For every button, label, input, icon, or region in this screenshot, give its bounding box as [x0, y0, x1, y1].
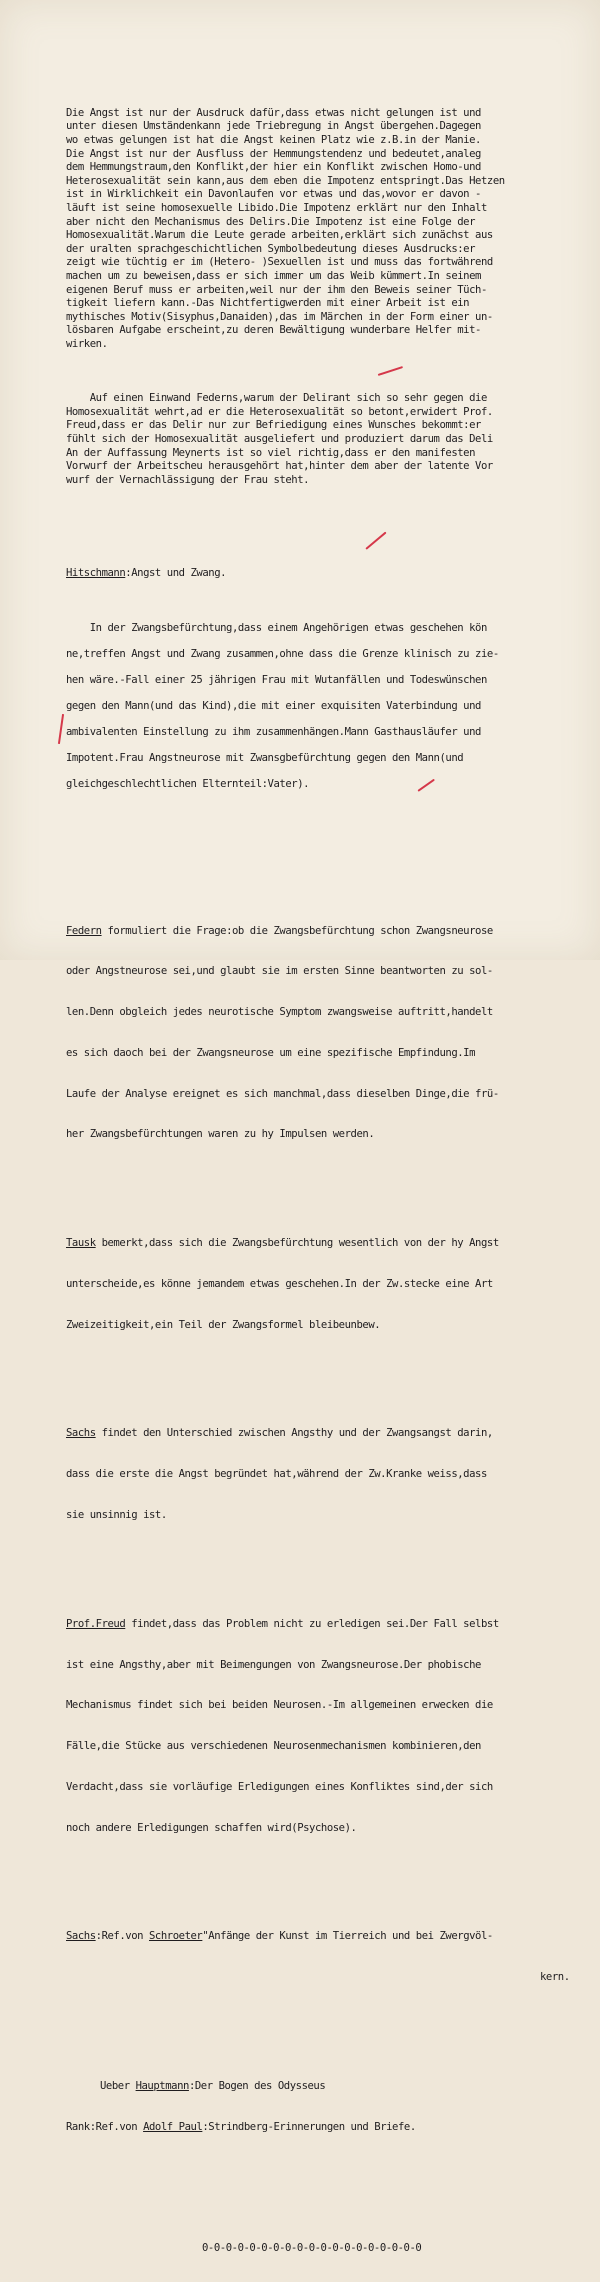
discussion-federn: Federn formuliert die Frage:ob die Zwangsbefürchtung schon Zwangsneurose oder Angstneurose sei,und glaubt sie im ersten Sinne beantworten zu sol- len.Denn obgleich jedes neurotische Symptom zwangsweise auftritt,handelt es sich daoch bei der Zwangsneurose um eine spezifische Empfindung.Im Laufe der Analyse ereignet es sich manchmal,dass dieselben Dinge,die frü- her Zwangsbefürchtungen waren zu hy Impulsen werden. [66, 924, 499, 1141]
paragraph-angst-ausdruck [66, 107, 586, 352]
document-body [66, 66, 586, 2282]
speaker-name: Sachs [66, 1930, 96, 1943]
text-line: Heterosexualität sein kann,aus dem eben die Impotenz entspringt.Das Hetzen [66, 174, 505, 187]
red-pencil-margin-mark [58, 714, 64, 744]
text-line: läuft ist seine homosexuelle Libido.Die Impotenz erklärt nur den Inhalt [66, 201, 487, 214]
text-line: machen um zu beweisen,dass er sich immer um das Weib kümmert.In seinem [66, 269, 481, 282]
referenced-author: Hauptmann [135, 2079, 189, 2092]
text-line: ist in Wirklichkeit ein Davonlaufen vor etwas und das,wovor er davon - [66, 188, 481, 201]
text-line: Auf einen Einwand Federns,warum der Delirant sich so sehr gegen die [66, 392, 487, 405]
separator-line: 0-0-0-0-0-0-0-0-0-0-0-0-0-0-0-0-0-0-0 [202, 2241, 422, 2254]
text-line: aber nicht den Mechanismus des Delirs.Die Impotenz ist eine Folge der [66, 215, 476, 228]
closing-references: Ueber Hauptmann:Der Bogen des Odysseus Rank:Ref.von Adolf Paul:Strindberg-Erinnerungen und Briefe. [66, 2079, 416, 2133]
text-line: hen wäre.-Fall einer 25 jährigen Frau mit Wutanfällen und Todeswünschen [66, 673, 487, 686]
section-heading [66, 567, 586, 581]
text-line: An der Auffassung Meynerts ist so viel richtig,dass er den manifesten [66, 446, 476, 459]
paragraph-einwand-federns [66, 392, 586, 487]
text-line: der uralten sprachgeschichtlichen Symbolbedeutung dieses Ausdrucks:er [66, 242, 476, 255]
referenced-author: Schroeter [149, 1930, 203, 1943]
text-line: dem Hemmungstraum,den Konflikt,der hier ein Konflikt zwischen Homo-und [66, 161, 481, 174]
text-line: unter diesen Umständenkann jede Triebregung in Angst übergehen.Dagegen [66, 120, 481, 133]
text-line: tigkeit liefern kann.-Das Nichtfertigwerden mit einer Arbeit ist ein [66, 297, 470, 310]
text-line: zeigt wie tüchtig er im (Hetero- )Sexuellen ist und muss das fortwährend [66, 256, 493, 269]
text-line: fühlt sich der Homosexualität ausgeliefert und produziert darum das Deli [66, 433, 493, 446]
text-line: In der Zwangsbefürchtung,dass einem Angehörigen etwas geschehen kön [66, 621, 487, 634]
discussion-tausk: Tausk bemerkt,dass sich die Zwangsbefürchtung wesentlich von der hy Angst unterscheide,es könne jemandem etwas geschehen.In der Zw.stecke eine Art Zweizeitigkeit,ein Teil der Zwangsformel bleibeunbew. [66, 1237, 499, 1331]
text-line: Impotent.Frau Angstneurose mit Zwansgbefürchtung gegen den Mann(und [66, 751, 464, 764]
text-line: wirken. [66, 337, 108, 350]
referenced-author: Adolf Paul [143, 2120, 203, 2133]
speaker-name: Prof.Freud [66, 1617, 126, 1630]
discussion-sachs-referat: Sachs:Ref.von Schroeter"Anfänge der Kunst im Tierreich und bei Zwergvöl- kern. [66, 1930, 570, 1984]
text-line: ambivalenten Einstellung zu ihm zusammenhängen.Mann Gasthausläufer und [66, 725, 481, 738]
text-line: Freud,dass er das Delir nur zur Befriedigung eines Wunsches bekommt:er [66, 419, 481, 432]
discussion-sachs: Sachs findet den Unterschied zwischen Angsthy und der Zwangsangst darin, dass die erste die Angst begründet hat,während der Zw.Kranke weiss,dass sie unsinnig ist. [66, 1427, 493, 1522]
text-line: Die Angst ist nur der Ausdruck dafür,dass etwas nicht gelungen ist und [66, 106, 481, 119]
text-line: Die Angst ist nur der Ausfluss der Hemmungstendenz und bedeutet,analeg [66, 147, 481, 160]
text-line: Homosexualität wehrt,ad er die Heterosexualität so betont,erwidert Prof. [66, 405, 493, 418]
text-line: lösbaren Aufgabe erscheint,zu deren Bewältigung wunderbare Helfer mit- [66, 324, 481, 337]
text-line: Vorwurf der Arbeitscheu herausgehört hat,hinter dem aber der latente Vor [66, 460, 493, 473]
paragraph-zwangsbefuerchtung [66, 622, 586, 804]
speaker-name: Federn [66, 924, 102, 937]
section-title: :Angst und Zwang. [125, 567, 227, 580]
text-line: ne,treffen Angst und Zwang zusammen,ohne dass die Grenze klinisch zu zie- [66, 647, 499, 660]
text-line: Homosexualität.Warum die Leute gerade arbeiten,erklärt sich zunächst aus [66, 229, 493, 242]
text-line: gleichgeschlechtlichen Elternteil:Vater). [66, 777, 310, 790]
speaker-name: Tausk [66, 1237, 96, 1250]
text-line: wurf der Vernachlässigung der Frau steht. [66, 473, 310, 486]
text-line: gegen den Mann(und das Kind),die mit einer exquisiten Vaterbindung und [66, 699, 481, 712]
text-line: eigenen Beruf muss er arbeiten,weil nur der ihm den Beweis seiner Tüch- [66, 283, 487, 296]
section-speaker: Hitschmann [66, 567, 126, 580]
text-line: mythisches Motiv(Sisyphus,Danaiden),das im Märchen in der Form einer un- [66, 310, 493, 323]
text-line: wo etwas gelungen ist hat die Angst keinen Platz wie z.B.in der Manie. [66, 133, 481, 146]
speaker-name: Sachs [66, 1427, 96, 1440]
discussion-prof-freud: Prof.Freud findet,dass das Problem nicht zu erledigen sei.Der Fall selbst ist eine Angsthy,aber mit Beimengungen von Zwangsneurose.Der phobische Mechanismus findet sich bei beiden Neurosen.-Im allgemeinen erwecken die Fälle,die Stücke aus verschiedenen Neurosenmechanismen kombinieren,den Verdacht,dass sie vorläufige Erledigungen eines Konfliktes sind,der sich noch andere Erledigungen schaffen wird(Psychose). [66, 1617, 499, 1834]
